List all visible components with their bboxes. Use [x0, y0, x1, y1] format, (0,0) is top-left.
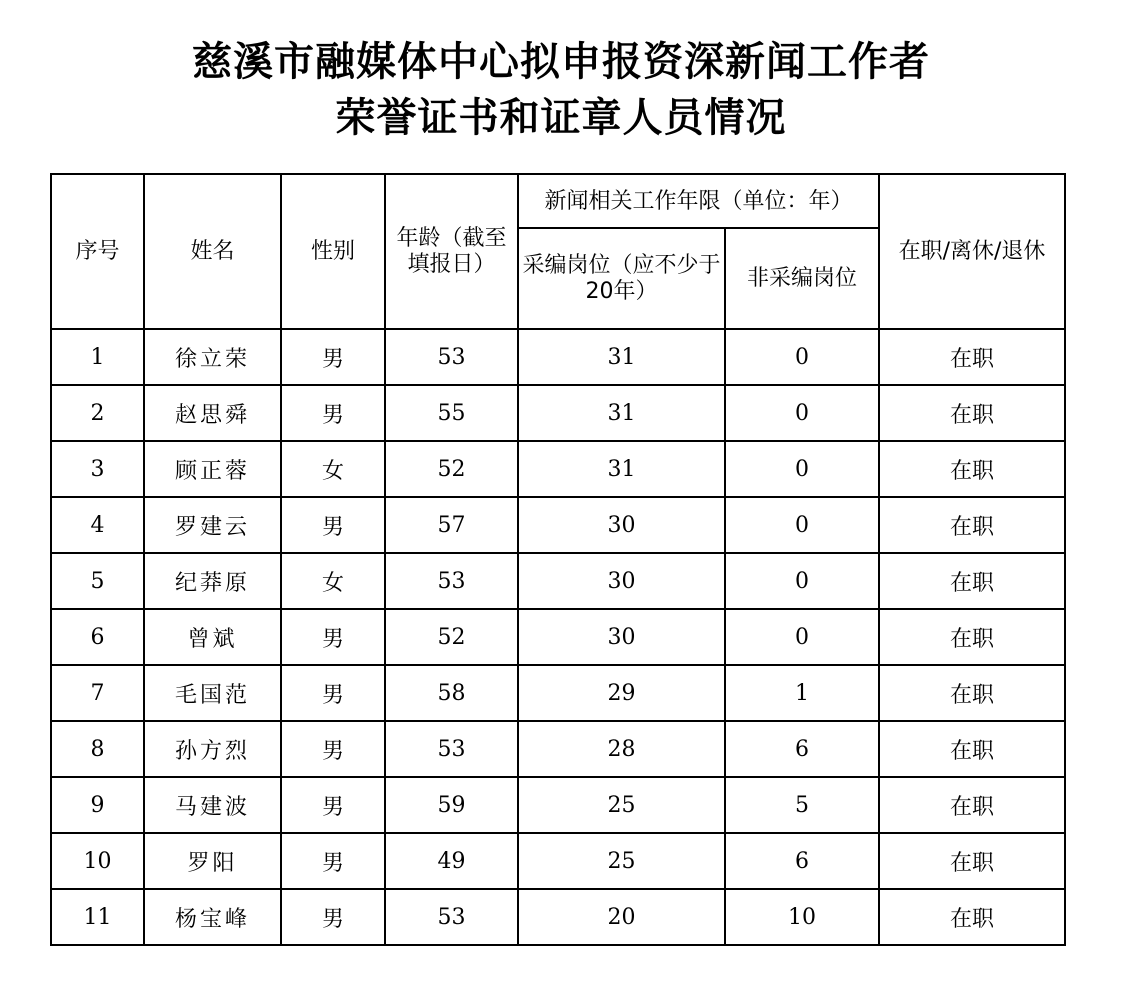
table-row — [51, 889, 1065, 945]
cell-name: 纪莽原 — [144, 553, 281, 609]
cell-name: 罗阳 — [144, 833, 281, 889]
table-row — [51, 833, 1065, 889]
header-status: 在职/离休/退休 — [879, 174, 1065, 329]
cell-editorial-years: 31 — [518, 441, 725, 497]
cell-name: 赵思舜 — [144, 385, 281, 441]
table-row — [51, 665, 1065, 721]
cell-editorial-years: 28 — [518, 721, 725, 777]
header-work-years: 新闻相关工作年限（单位：年） — [518, 174, 879, 228]
cell-age: 49 — [385, 833, 518, 889]
cell-status: 在职 — [879, 777, 1065, 833]
cell-seq: 2 — [51, 385, 144, 441]
table-row — [51, 553, 1065, 609]
cell-editorial-years: 25 — [518, 777, 725, 833]
cell-seq: 4 — [51, 497, 144, 553]
page-title: 慈溪市融媒体中心拟申报资深新闻工作者 — [192, 39, 930, 85]
table-row — [51, 329, 1065, 385]
cell-gender: 男 — [281, 833, 385, 889]
cell-gender: 男 — [281, 329, 385, 385]
cell-gender: 男 — [281, 665, 385, 721]
cell-status: 在职 — [879, 385, 1065, 441]
table-row — [51, 497, 1065, 553]
table-row — [51, 385, 1065, 441]
cell-status: 在职 — [879, 497, 1065, 553]
cell-editorial-years: 31 — [518, 329, 725, 385]
cell-name: 杨宝峰 — [144, 889, 281, 945]
cell-seq: 6 — [51, 609, 144, 665]
cell-gender: 男 — [281, 385, 385, 441]
cell-name: 顾正蓉 — [144, 441, 281, 497]
cell-editorial-years: 25 — [518, 833, 725, 889]
cell-seq: 11 — [51, 889, 144, 945]
cell-seq: 8 — [51, 721, 144, 777]
cell-non-editorial-years: 0 — [725, 497, 879, 553]
cell-non-editorial-years: 1 — [725, 665, 879, 721]
cell-editorial-years: 30 — [518, 497, 725, 553]
cell-non-editorial-years: 0 — [725, 441, 879, 497]
table-row — [51, 609, 1065, 665]
cell-age: 58 — [385, 665, 518, 721]
cell-gender: 男 — [281, 609, 385, 665]
cell-name: 毛国范 — [144, 665, 281, 721]
cell-age: 57 — [385, 497, 518, 553]
cell-seq: 1 — [51, 329, 144, 385]
cell-status: 在职 — [879, 833, 1065, 889]
cell-non-editorial-years: 6 — [725, 721, 879, 777]
cell-age: 52 — [385, 609, 518, 665]
cell-editorial-years: 31 — [518, 385, 725, 441]
cell-status: 在职 — [879, 665, 1065, 721]
cell-age: 53 — [385, 553, 518, 609]
cell-non-editorial-years: 0 — [725, 329, 879, 385]
cell-gender: 女 — [281, 553, 385, 609]
cell-seq: 5 — [51, 553, 144, 609]
cell-age: 53 — [385, 721, 518, 777]
cell-non-editorial-years: 0 — [725, 385, 879, 441]
page-subtitle: 荣誉证书和证章人员情况 — [335, 95, 787, 141]
cell-seq: 7 — [51, 665, 144, 721]
cell-non-editorial-years: 0 — [725, 553, 879, 609]
cell-age: 59 — [385, 777, 518, 833]
header-gender: 性别 — [281, 174, 385, 329]
cell-non-editorial-years: 10 — [725, 889, 879, 945]
personnel-table — [50, 173, 1066, 946]
table-row — [51, 441, 1065, 497]
header-editorial-years: 采编岗位（应不少于20年） — [518, 228, 725, 329]
header-age: 年龄（截至填报日） — [385, 174, 518, 329]
cell-non-editorial-years: 5 — [725, 777, 879, 833]
header-row-1 — [51, 174, 1065, 228]
cell-seq: 9 — [51, 777, 144, 833]
table-row — [51, 721, 1065, 777]
header-name: 姓名 — [144, 174, 281, 329]
cell-status: 在职 — [879, 889, 1065, 945]
cell-gender: 男 — [281, 889, 385, 945]
cell-status: 在职 — [879, 609, 1065, 665]
table-row — [51, 777, 1065, 833]
cell-status: 在职 — [879, 329, 1065, 385]
cell-age: 53 — [385, 889, 518, 945]
cell-seq: 3 — [51, 441, 144, 497]
cell-name: 罗建云 — [144, 497, 281, 553]
cell-gender: 男 — [281, 721, 385, 777]
cell-editorial-years: 30 — [518, 553, 725, 609]
cell-editorial-years: 20 — [518, 889, 725, 945]
cell-status: 在职 — [879, 553, 1065, 609]
cell-age: 52 — [385, 441, 518, 497]
cell-name: 孙方烈 — [144, 721, 281, 777]
cell-age: 53 — [385, 329, 518, 385]
cell-gender: 男 — [281, 777, 385, 833]
cell-age: 55 — [385, 385, 518, 441]
header-seq: 序号 — [51, 174, 144, 329]
cell-editorial-years: 30 — [518, 609, 725, 665]
cell-status: 在职 — [879, 441, 1065, 497]
cell-status: 在职 — [879, 721, 1065, 777]
cell-name: 曾斌 — [144, 609, 281, 665]
cell-non-editorial-years: 6 — [725, 833, 879, 889]
cell-name: 马建波 — [144, 777, 281, 833]
cell-seq: 10 — [51, 833, 144, 889]
cell-name: 徐立荣 — [144, 329, 281, 385]
header-non-editorial-years: 非采编岗位 — [725, 228, 879, 329]
cell-non-editorial-years: 0 — [725, 609, 879, 665]
cell-editorial-years: 29 — [518, 665, 725, 721]
table-body — [51, 329, 1065, 945]
cell-gender: 男 — [281, 497, 385, 553]
cell-gender: 女 — [281, 441, 385, 497]
